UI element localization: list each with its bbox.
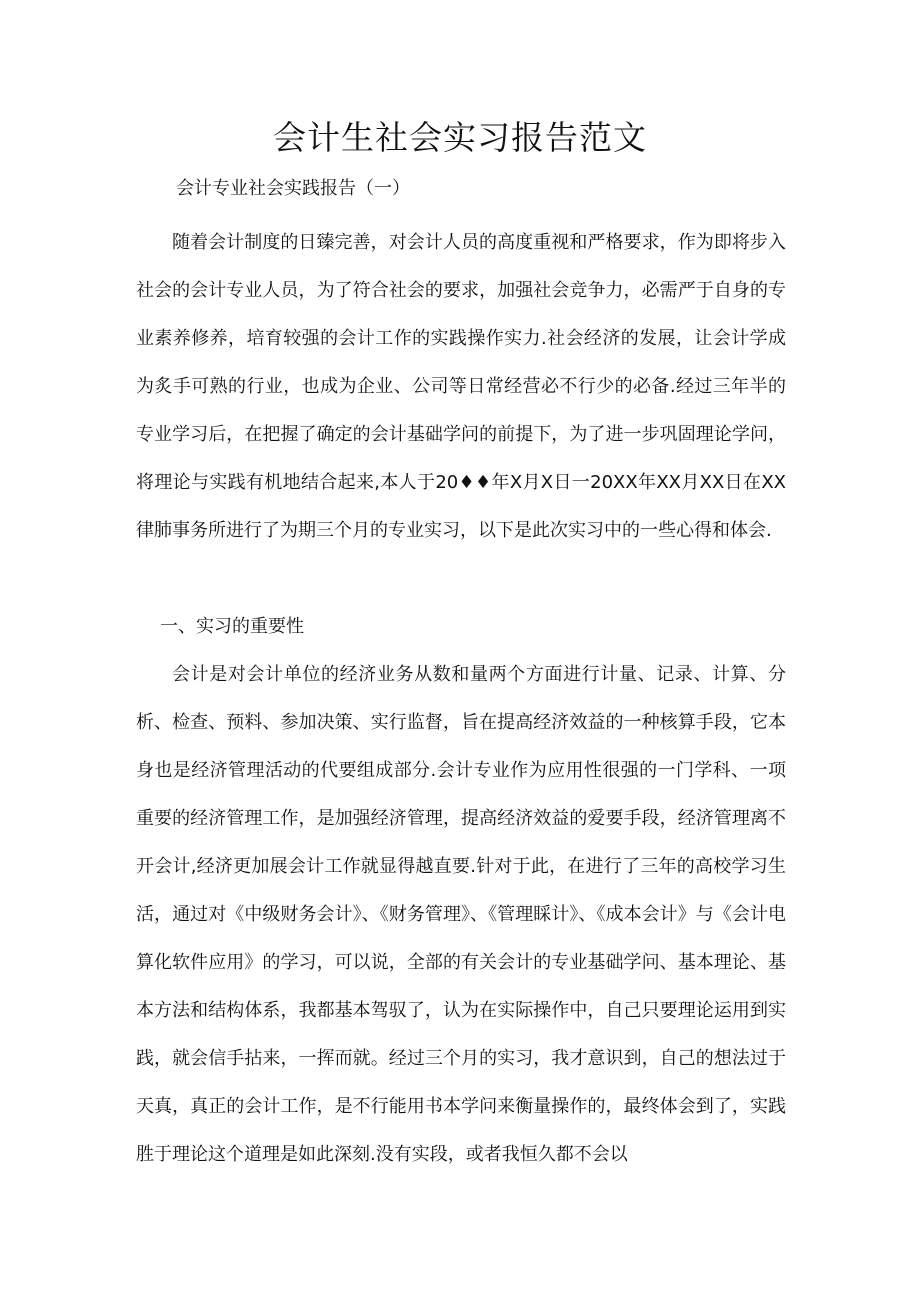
paragraph-intro: 随着会计制度的日臻完善，对会计人员的高度重视和严格要求，作为即将步入社会的会计专业人员，为了符合社会的要求，加强社会竞争力，必需严于自身的专业素养修养，培育较强的会计工作的实践操作实力.社会经济的发展，让会计学成为炙手可熟的行业，也成为企业、公司等日常经营必不行少的必备.经过三年半的专业学习后，在把握了确定的会计基础学问的前提下，为了进一步巩固理论学问，将理论与实践有机地结合起来,本人于20♦♦年X月X日一20XX年XX月XX日在XX律肺事务所进行了为期三个月的专业实习，以下是此次实习中的一些心得和体会. bbox=[136, 232, 786, 541]
document-subtitle: 会计专业社会实践报告（一） bbox=[176, 178, 410, 199]
document-title: 会计生社会实习报告范文 bbox=[273, 118, 647, 157]
section-heading-importance: 一、实习的重要性 bbox=[160, 616, 304, 637]
paragraph-importance: 会计是对会计单位的经济业务从数和量两个方面进行计量、记录、计算、分析、检查、预料、参加决策、实行监督，旨在提高经济效益的一种核算手段，它本身也是经济管理活动的代要组成部分.会计专业作为应用性很强的一门学科、一项重要的经济管理工作，是加强经济管理，提高经济效益的爱要手段，经济管理离不开会计,经济更加展会计工作就显得越直要.针对于此，在进行了三年的高校学习生活，通过对《中级财务会计》、《财务管理》、《管理睬计》、《成本会计》与《会计电算化软件应用》的学习，可以说，全部的有关会计的专业基础学问、基本理论、基本方法和结构体系，我都基本驾驭了，认为在实际操作中，自己只要理论运用到实践，就会信手拈来，一挥而就。经过三个月的实习，我才意识到，自己的想法过于天真，真正的会计工作，是不行能用书本学问来衡量操作的，最终体会到了，实践胜于理论这个道理是如此深刻.没有实段，或者我恒久都不会以 bbox=[136, 664, 786, 1165]
